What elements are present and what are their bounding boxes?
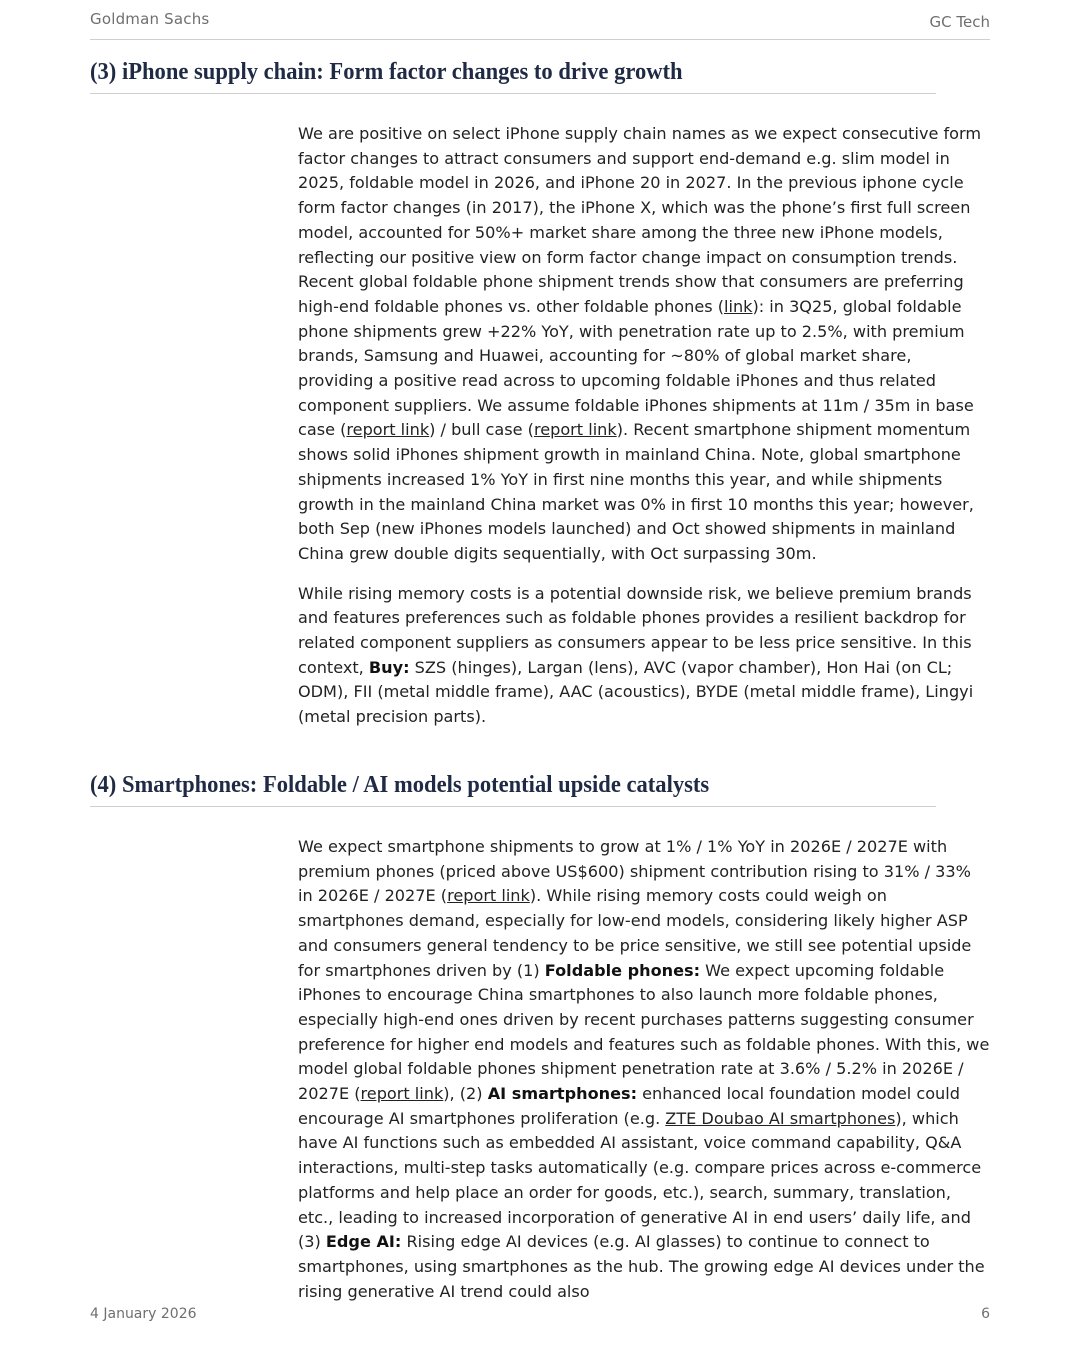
paragraph [298, 582, 990, 730]
text-run: ). Recent smartphone shipment momentum shows solid iPhones shipment growth in mainland China. Note, global smartphone shipments increased 1% YoY in first nine months this year, and while shipments growth in the mainland China market was 0% in first 10 months this year; however, both Sep (new iPhones models launched) and Oct showed shipments in mainland China grew double digits sequentially, with Oct surpassing 30m. [298, 420, 974, 563]
page-number: 6 [981, 1306, 990, 1322]
text-run: ) / bull case ( [429, 420, 534, 440]
report-link[interactable]: report link [447, 886, 530, 906]
text-run: ), which have AI functions such as embedded AI assistant, voice command capability, Q&A interactions, multi-step tasks automatically (e.g. compare prices across e-commerce platforms and help place an order for goods, etc.), search, summary, translation, etc., leading to increased incorporation of generative AI in end users’ daily life, and (3) [298, 1108, 982, 1252]
report-link[interactable]: report link [360, 1084, 444, 1104]
text-run: ). While rising memory costs could weigh on smartphones demand, especially for low-end models, considering likely higher ASP and consumers general tendency to be price sensitive, we still see potential upside for smartphones driven by (1) [298, 886, 972, 980]
paragraph [298, 835, 990, 1304]
text-run: We are positive on select iPhone supply chain names as we expect consecutive form factor changes to attract consumers and support end-demand e.g. slim model in 2025, foldable model in 2026, and iPhone 20 in 2027. In the previous iphone cycle form factor changes (in 2017), the iPhone X, which was the phone’s first full screen model, accounted for 50%+ market share among the three new iPhone models, reflecting our positive view on form factor change impact on consumption trends. Recent global foldable phone shipment trends show that consumers are preferring high-end foldable phones vs. other foldable phones ( [298, 124, 982, 316]
footer-date: 4 January 2026 [90, 1306, 197, 1322]
brand-name: Goldman Sachs [90, 10, 210, 28]
report-link[interactable]: report link [346, 420, 430, 440]
section-title: (4) Smartphones: Foldable / AI models potential upside catalysts [90, 770, 936, 807]
text-run: We expect upcoming foldable iPhones to encourage China smartphones to also launch more foldable phones, especially high-end ones driven by recent purchases patterns suggesting consumer preference for higher end models and features such as foldable phones. With this, we model global foldable phones shipment penetration rate at 3.6% / 5.2% in 2026E / 2027E ( [298, 960, 990, 1104]
page-footer [90, 1306, 990, 1326]
section-title: (3) iPhone supply chain: Form factor changes to drive growth [90, 57, 936, 94]
text-run: SZS (hinges), Largan (lens), AVC (vapor chamber), Hon Hai (on CL; ODM), FII (metal middle frame), AAC (acoustics), BYDE (metal middle frame), Lingyi (metal precision parts). [298, 657, 974, 727]
text-run: ), (2) [443, 1084, 488, 1104]
section-tag: GC Tech [929, 13, 990, 31]
bold-label: Foldable phones: [544, 960, 701, 980]
report-link[interactable]: report link [533, 420, 617, 440]
buy-label: Buy: [368, 657, 410, 677]
section-iphone-supply-chain [90, 57, 990, 745]
section-body [298, 835, 990, 1304]
text-run: Rising edge AI devices (e.g. AI glasses) to continue to connect to smartphones, using smartphones as the hub. The growing edge AI devices under the rising generative AI trend could also [298, 1232, 985, 1301]
bold-label: AI smartphones: [487, 1084, 638, 1104]
text-run: ): in 3Q25, global foldable phone shipments grew +22% YoY, with penetration rate up to 2.5%, with premium brands, Samsung and Huawei, accounting for ~80% of global market share, providing a positive read across to upcoming foldable iPhones and thus related component suppliers. We assume foldable iPhones shipments at 11m / 35m in base case ( [298, 296, 974, 440]
page-header [90, 0, 990, 40]
bold-label: Edge AI: [325, 1232, 402, 1252]
paragraph [298, 122, 990, 567]
section-smartphones [90, 770, 990, 1319]
zte-doubao-link[interactable]: ZTE Doubao AI smartphones [665, 1108, 896, 1128]
text-run: enhanced local foundation model could encourage AI smartphones proliferation (e.g. [298, 1084, 960, 1128]
text-run: While rising memory costs is a potential downside risk, we believe premium brands and features preferences such as foldable phones provides a resilient backdrop for related component suppliers as consumers appear to be less price sensitive. In this context, [298, 583, 972, 677]
text-run: We expect smartphone shipments to grow at 1% / 1% YoY in 2026E / 2027E with premium phones (priced above US$600) shipment contribution rising to 31% / 33% in 2026E / 2027E ( [298, 837, 971, 906]
link[interactable]: link [724, 296, 753, 316]
section-body [298, 122, 990, 730]
